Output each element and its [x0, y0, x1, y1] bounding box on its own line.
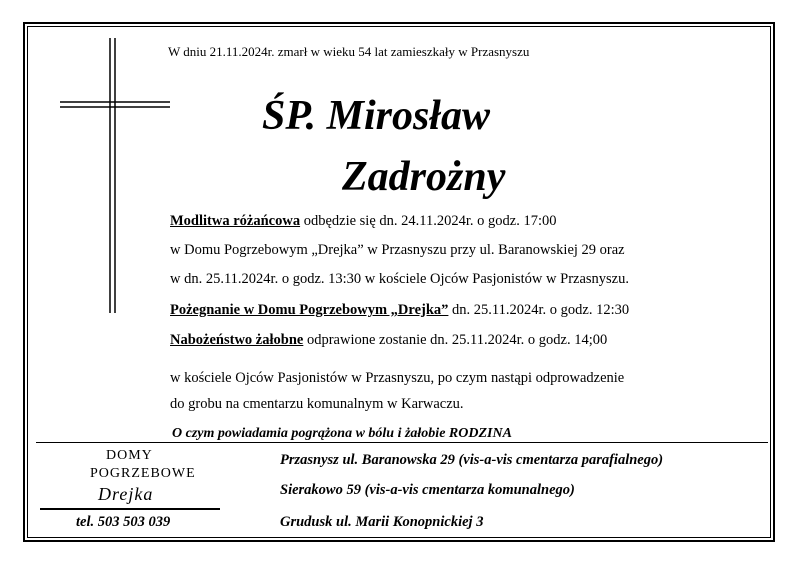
closing-text: O czym powiadamia pogrążona w bólu i żałobie RODZINA: [172, 426, 512, 441]
logo-line1: DOMY: [106, 448, 153, 463]
body-line-7: do grobu na cmentarzu komunalnym w Karwaczu.: [170, 396, 464, 412]
phone-number: tel. 503 503 039: [76, 514, 171, 530]
body-line-6: w kościele Ojców Pasjonistów w Przasnyszu, po czym nastąpi odprowadzenie: [170, 370, 625, 386]
body-line-3: w dn. 25.11.2024r. o godz. 13:30 w kościele Ojców Pasjonistów w Przasnyszu.: [170, 271, 629, 287]
rosary-line: [170, 213, 556, 230]
address-2: Sierakowo 59 (vis-a-vis cmentarza komunalnego): [280, 482, 575, 498]
farewell-label: Pożegnanie w Domu Pogrzebowym „Drejka”: [170, 302, 449, 318]
logo-line2: POGRZEBOWE: [90, 466, 196, 481]
farewell-text: dn. 25.11.2024r. o godz. 12:30: [448, 302, 630, 318]
funeral-home-logo: [40, 448, 220, 518]
deceased-name-line2: Zadrożny: [342, 154, 506, 200]
farewell-line: [170, 302, 629, 319]
intro-text: W dniu 21.11.2024r. zmarł w wieku 54 lat zamieszkały w Przasnyszu: [168, 44, 530, 59]
service-text: odprawione zostanie dn. 25.11.2024r. o godz. 14;00: [303, 332, 608, 348]
rosary-label: Modlitwa różańcowa: [170, 213, 301, 229]
service-label: Nabożeństwo żałobne: [170, 332, 304, 348]
rosary-text: odbędzie się dn. 24.11.2024r. o godz. 17:00: [300, 213, 557, 229]
address-1: Przasnysz ul. Baranowska 29 (vis-a-vis cmentarza parafialnego): [280, 452, 664, 468]
address-3: Grudusk ul. Marii Konopnickiej 3: [280, 514, 484, 530]
logo-line3: Drejka: [98, 484, 154, 504]
footer-divider: [36, 442, 768, 443]
cross-icon: [55, 38, 175, 318]
deceased-name-line1: ŚP. Mirosław: [262, 93, 490, 139]
body-line-2: w Domu Pogrzebowym „Drejka” w Przasnyszu przy ul. Baranowskiej 29 oraz: [170, 242, 625, 258]
logo-underline: [40, 508, 220, 510]
service-line: [170, 332, 607, 349]
